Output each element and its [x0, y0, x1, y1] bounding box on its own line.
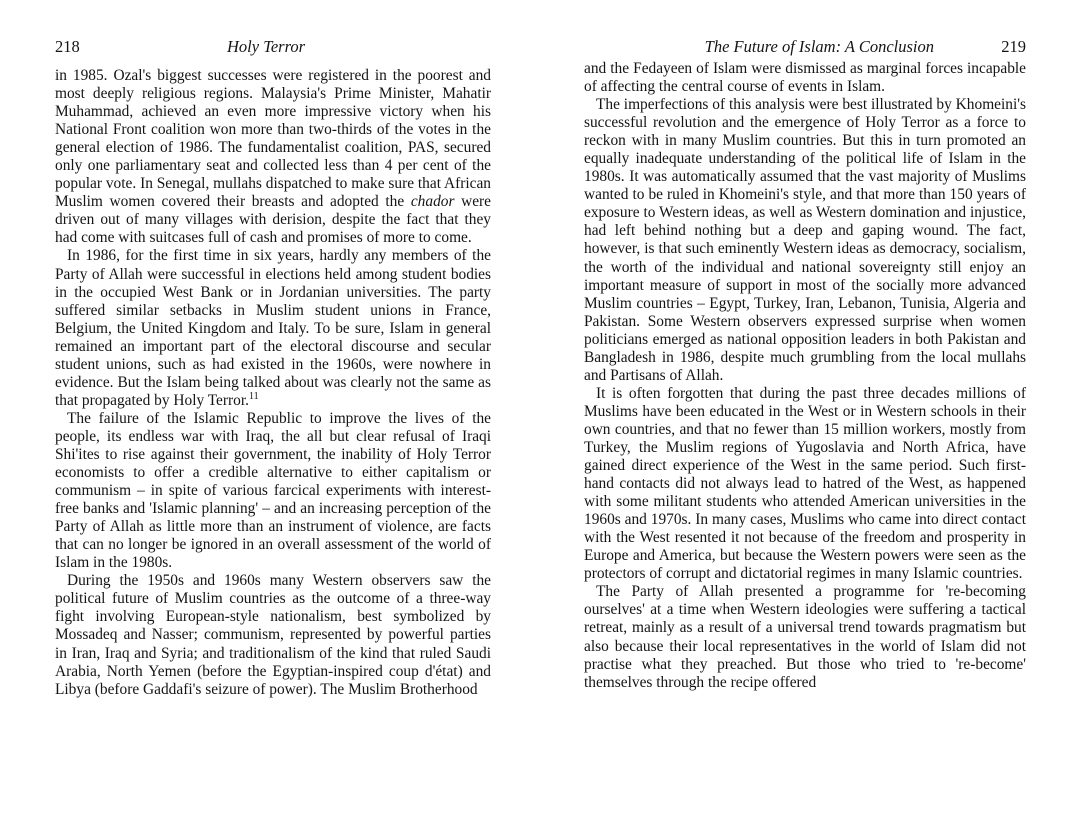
left-running-head: [55, 36, 491, 58]
right-page: [584, 0, 1026, 829]
paragraph: [55, 572, 491, 698]
paragraph: [55, 67, 491, 247]
page-number: 219: [1001, 37, 1026, 56]
paragraph-text: and the Fedayeen of Islam were dismissed as marginal forces incapable of affecting the central course of events in Islam.: [584, 60, 1026, 96]
paragraph-text: It is often forgotten that during the past three decades millions of Muslims have been educated in the West or in Western schools in their own countries, and that no fewer than 15 million workers, mostly from Turkey, the Muslim regions of Yugoslavia and North Africa, have gained direct experience of the West in the same period. Such first-hand contacts did not always lead to hatred of the West, as happened with some militant students who attended American universities in the 1960s and 1970s. In many cases, Muslims who came into direct contact with the West resented it not because of the freedom and prosperity in Europe and America, but because the Western powers were seen as the protectors of corrupt and dictatorial regimes in many Islamic countries.: [584, 384, 1026, 583]
paragraph-text-continued: were driven out of many villages with derision, despite the fact that they had come with suitcases full of cash and promises of more to come.: [55, 193, 492, 247]
paragraph: [584, 583, 1026, 691]
running-head-title: The Future of Islam: A Conclusion: [704, 37, 934, 56]
right-body-text: [584, 60, 1026, 692]
italic-term: chador: [410, 193, 455, 211]
paragraph-text: The imperfections of this analysis were best illustrated by Khomeini's successful revolution and the emergence of Holy Terror as a force to reckon with in many Muslim countries. But this in turn promoted an equally inadequate understanding of the political life of Islam in the 1980s. It was automatically assumed that the vast majority of Muslims wanted to be ruled in Khomeini's style, and that more than 150 years of exposure to Western ideas, as well as Western domination and injustice, had left behind nothing but a deep and gaping wound. The fact, however, is that such eminently Western ideas as democracy, socialism, the worth of the individual and national sovereignty still enjoy an important measure of support in most of the socially more advanced Muslim countries – Egypt, Turkey, Iran, Lebanon, Tunisia, Algeria and Pakistan. Some Western observers expressed surprise when women politicians emerged as national opposition leaders in both Pakistan and Bangladesh in 1986, despite much grumbling from the local mullahs and Partisans of Allah.: [584, 96, 1026, 384]
paragraph-text: The Party of Allah presented a programme for 're-becoming ourselves' at a time when Western ideologies were suffering a tactical retreat, mainly as a result of a universal trend towards pragmatism but also because their local representatives in the world of Islam did not practise what they preached. But those who tried to 're-become' themselves through the recipe offered: [584, 583, 1026, 691]
left-body-text: [55, 67, 491, 699]
paragraph-text: The failure of the Islamic Republic to improve the lives of the people, its endless war with Iraq, the all but clear refusal of Iraqi Shi'ites to rise against their government, the inability of Holy Terror economists to offer a credible alternative to either capitalism or communism – in spite of various farcical experiments with interest-free banks and 'Islamic planning' – and an increasing perception of the Party of Allah as little more than an instrument of violence, are facts that can no longer be ignored in an overall assessment of the world of Islam in the 1980s.: [55, 409, 491, 572]
paragraph-text: During the 1950s and 1960s many Western observers saw the political future of Muslim countries as the outcome of a three-way fight involving European-style nationalism, best symbolized by Mossadeq and Nasser; communism, represented by powerful parties in Iran, Iraq and Syria; and traditionalism of the kind that ruled Saudi Arabia, North Yemen (before the Egyptian-inspired coup d'état) and Libya (before Gaddafi's seizure of power). The Muslim Brotherhood: [55, 572, 491, 698]
paragraph-text: in 1985. Ozal's biggest successes were registered in the poorest and most deeply religious regions. Malaysia's Prime Minister, Mahatir Muhammad, achieved an even more impressive victory when his National Front coalition won more than two-thirds of the votes in the general election of 1986. The fundamentalist coalition, PAS, secured only one parliamentary seat and collected less than 4 per cent of the popular vote. In Senegal, mullahs dispatched to make sure that African Muslim women covered their breasts and adopted the: [55, 67, 491, 211]
left-page: [55, 0, 491, 829]
paragraph: [584, 385, 1026, 584]
paragraph: [55, 410, 491, 572]
right-running-head: [584, 36, 1026, 58]
footnote-marker: 11: [248, 390, 259, 402]
page-number: 218: [55, 37, 80, 56]
running-head-title: Holy Terror: [227, 37, 306, 56]
paragraph: [584, 96, 1026, 385]
paragraph: [55, 247, 491, 409]
paragraph-text: In 1986, for the first time in six years, hardly any members of the Party of Allah were successful in elections held among student bodies in the occupied West Bank or in Jordanian universities. The party suffered similar setbacks in Muslim student unions in France, Belgium, the United Kingdom and Italy. To be sure, Islam in general remained an important part of the electoral discourse and secular student unions, such as had existed in the 1960s, were nowhere in evidence. But the Islam being talked about was clearly not the same as that propagated by Holy Terror.: [55, 247, 491, 409]
paragraph: [584, 60, 1026, 96]
